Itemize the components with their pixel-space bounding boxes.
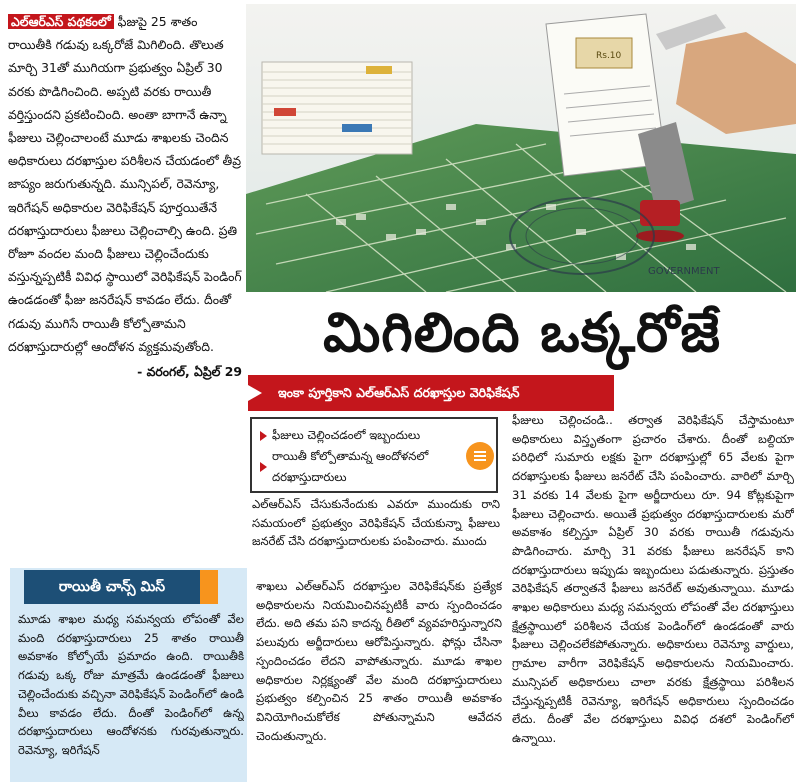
highlight-item xyxy=(260,446,488,488)
dateline: - వరంగల్‌, ఏప్రిల్‌ 29 xyxy=(137,364,242,380)
photo-illustration xyxy=(246,4,796,292)
bullet-icon xyxy=(260,431,267,441)
bullet-icon xyxy=(260,462,267,472)
highlight-item xyxy=(260,425,488,446)
paper-stack xyxy=(262,62,412,154)
form-stamp-text: Rs.10 xyxy=(596,51,622,61)
sidebar-title: రాయితీ చాన్స్‌ మిస్‌ xyxy=(24,570,200,604)
headline: మిగిలింది ఒక్కరోజే xyxy=(323,301,721,364)
comment-icon xyxy=(466,442,494,470)
lead-paragraph xyxy=(8,10,242,383)
right-column-text: ఫీజులు చెల్లించండి.. తర్వాత వెరిఫికేషన్‌ చేస్తామంటూ అధికారులు విస్తృతంగా ప్రచారం చేశారు. దీంతో బల్దియా పరిధిలో సుమారు లక్షకు పైగా దరఖాస్తుల్లో 65 వేలకు పైగా దరఖాస్తులకు ఫీజులు జనరేట్‌ చేసి పంపించారు. వారిలో మార్చి 31 వరకు 14 వేలకు పైగా అర్జీదారులు రూ. 94 కోట్లకుపైగా ఫీజులు చెల్లించారు. అయితే ప్రభుత్వం దరఖాస్తుదారులకు మరో అవకాశం కల్పిస్తూ ఏప్రిల్‌ 30 వరకు రాయితీ గడువును పొడిగించారు. మార్చి 31 వరకు ఫీజులు జనరేషన్‌ కాని దరఖాస్తుదారులు ఇప్పుడు ఇబ్బందులు పడుతున్నారు. ప్రస్తుతం వెరిఫికేషన్‌ తర్వాతనే ఫీజులు జనరేట్‌ అవుతున్నాయి. మూడు శాఖల అధికారులు మధ్య సమన్వయ లోపంతో వేల దరఖాస్తులు క్షేత్రస్థాయిలో పరిశీలన చేయక పెండింగ్‌లో ఉండడంతో వారు ఫీజులు చెల్లించలేకపోతున్నారు. అధికారులు రెవెన్యూ వార్డులు, గ్రామాల వారీగా వెరిఫికేషన్‌ అధికారులను నియమించారు. మున్సిపల్‌ అధికారులు చాలా వరకు క్షేత్రస్థాయి పరిశీలన చేస్తున్నప్పటికీ రెవెన్యూ, ఇరిగేషన్‌ అధికారులు స్పందించడం లేదు. దీంతో వేల దరఖాస్తులు వివిధ దశలో పెండింగ్‌లో ఉన్నాయి. xyxy=(512,413,794,745)
highlight-text: రాయితీ కోల్పోతామన్న ఆందోళనలో దరఖాస్తుదారులు xyxy=(272,449,429,484)
seal-text: GOVERNMENT xyxy=(648,266,720,277)
kicker-arrow-icon xyxy=(248,385,262,401)
lead-photo xyxy=(246,4,796,292)
kicker-bar: ఇంకా పూర్తికాని ఎల్‌ఆర్‌ఎస్‌ దరఖాస్తుల వెరిఫికేషన్‌ xyxy=(248,375,614,411)
lead-text: ఫీజుపై 25 శాతం రాయితీకి గడువు ఒక్కరోజే మిగిలింది. తొలుత మార్చి 31తో ముగియగా ప్రభుత్వం ఏప్రిల్‌ 30 వరకు పొడిగించింది. అప్పటి వరకు రాయితీ వర్తిస్తుందని ప్రకటించింది. అంతా బాగానే ఉన్నా ఫీజులు చెల్లించాలంటే మూడు శాఖలకు చెందిన అధికారులు దరఖాస్తుల పరిశీలన చేయడంలో తీవ్ర జాప్యం జరుగుతున్నది. మున్సిపల్‌, రెవెన్యూ, ఇరిగేషన్‌ అధికారుల వెరిఫికేషన్‌ పూర్తయితేనే దరఖాస్తుదారులు ఫీజులు చెల్లించాల్సి ఉంది. ప్రతి రోజూ వందల మంది ఫీజులు చెల్లించేందుకు వస్తున్నప్పటికీ వివిధ స్థాయిలో వెరిఫికేషన్‌ పెండింగ్‌ ఉండడంతో ఫీజు జనరేషన్‌ కావడం లేదు. దీంతో గడువు ముగిసే రాయితీ కోల్పోతామని దరఖాస్తుదారుల్లో ఆందోళన వ్యక్తమవుతోంది. xyxy=(8,14,242,354)
lead-tag: ఎల్‌ఆర్‌ఎస్‌ పథకంలో xyxy=(8,14,114,29)
sidebar-text: మూడు శాఖల మధ్య సమన్వయ లోపంతో వేల మంది దరఖాస్తుదారులు 25 శాతం రాయితీ అవకాశం కోల్పోయే ప్రమాదం ఉంది. రాయితీకి గడువు ఒక్క రోజు మాత్రమే ఉండడంతో ఫీజులు చెల్లించేందుకు వచ్చినా వెరిఫికేషన్‌ పెండింగ్‌లో ఉండి వీలు కావడం లేదు. దీంతో పెండింగ్‌లో ఉన్న దరఖాస్తుదారులు ఆందోళనకు గురవుతున్నారు. రెవెన్యూ, ఇరిగేషన్‌ xyxy=(18,612,244,757)
mid-column-text: ఎల్‌ఆర్‌ఎస్‌ చేసుకునేందుకు ఎవరూ ముందుకు రాని సమయంలో ప్రభుత్వం వెరిఫికేషన్‌ చేయకున్నా ఫీజులు జనరేట్‌ చేసి దరఖాస్తుదారులకు పంపించారు. ముందు xyxy=(252,497,500,549)
sidebar-accent xyxy=(200,570,218,604)
highlight-text: ఫీజులు చెల్లించడంలో ఇబ్బందులు xyxy=(272,428,421,442)
bottom-mid-text: శాఖలు ఎల్‌ఆర్‌ఎస్‌ దరఖాస్తుల వెరిఫికేషన్‌కు ప్రత్యేక అధికారులను నియమించినప్పటికీ వారు స్పందించడం లేదు. అది తమ పని కాదన్న రీతిలో వ్యవహరిస్తున్నారని పలువురు అర్జీదారులు ఆరోపిస్తున్నారు. ఫోన్లు చేసినా స్పందించడం లేదని వాపోతున్నారు. మూడు శాఖల అధికారుల నిర్లక్ష్యంతో వేల మంది దరఖాస్తుదారులు ప్రభుత్వం కల్పించిన 25 శాతం రాయితీ అవకాశం వినియోగించుకోలేక పోతున్నామని ఆవేదన చెందుతున్నారు. xyxy=(256,579,502,743)
highlights-box xyxy=(250,417,498,493)
